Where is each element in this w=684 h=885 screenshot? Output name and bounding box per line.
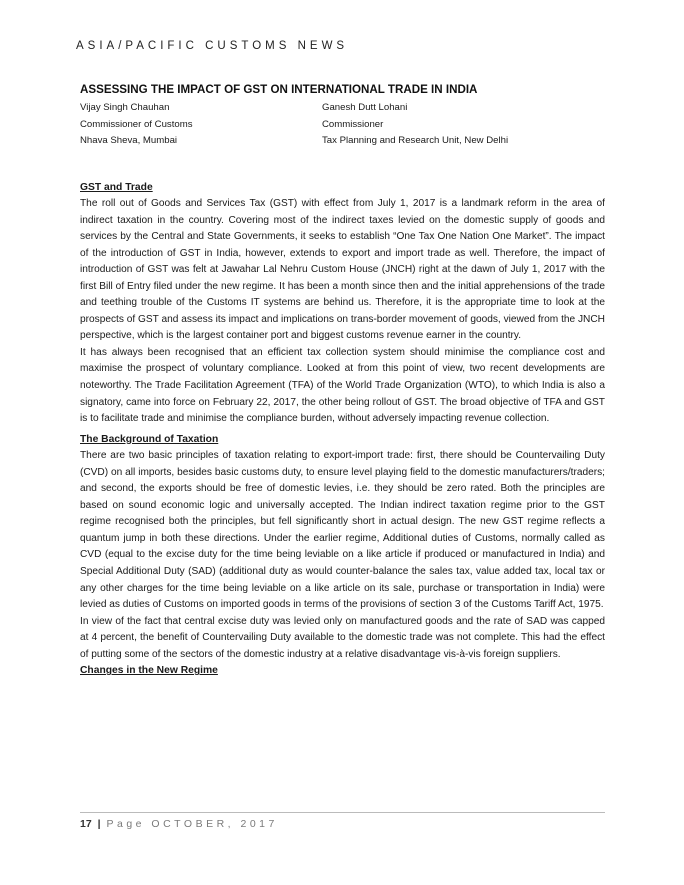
author-2 <box>322 100 508 150</box>
running-header: ASIA/PACIFIC CUSTOMS NEWS <box>76 40 349 52</box>
author-location: Tax Planning and Research Unit, New Delhi <box>322 135 509 146</box>
article <box>80 82 605 680</box>
section-heading-gst-trade: GST and Trade <box>80 181 153 193</box>
paragraph: In view of the fact that central excise duty was levied only on manufactured goods and the rate of SAD was capped at 4 percent, the benefit of Countervailing Duty available to the domestic trade was not complete. This had the effect of putting some of the sectors of the domestic industry at a relative disadvantage vis-à-vis foreign suppliers. <box>80 615 605 660</box>
author-name: Ganesh Dutt Lohani <box>322 102 408 113</box>
page-number: 17 <box>80 818 92 830</box>
author-location: Nhava Sheva, Mumbai <box>80 135 178 146</box>
page-footer <box>80 812 605 830</box>
author-role: Commissioner of Customs <box>80 118 193 130</box>
footer-date: Page OCTOBER, 2017 <box>106 818 278 830</box>
paragraph: There are two basic principles of taxation relating to export-import trade: first, there should be Countervailing Duty (CVD) on all imports, besides basic customs duty, to ensure level playing field to the domestic manufacturers/traders; and second, the exports should be free of domestic levies, i.e. they should be zero rated. Both the principles are based on sound economic logic and universally accepted. The Indian indirect taxation regime prior to the GST regime recognised both the principles, but fell significantly short in actual design. The new GST regime reflects a quantum jump in both these directions. Under the earlier regime, Additional duties of Customs, normally called as CVD (equal to the excise duty for the time being leviable on a like article if produced or manufactured in India) and Special Additional Duty (SAD) (additional duty as would counter-balance the sales tax, value added tax, local tax or any other charges for the time being leviable on a like article on its sale, purchase or transportation in India) were levied as duties of Customs on imported goods in terms of the provisions of section 3 of the Customs Tariff Act, 1975. <box>80 450 605 611</box>
article-title: ASSESSING THE IMPACT OF GST ON INTERNATIONAL TRADE IN INDIA <box>80 83 478 96</box>
author-block <box>80 100 605 150</box>
footer-separator: | <box>97 818 101 830</box>
author-name: Vijay Singh Chauhan <box>80 102 170 113</box>
author-role: Commissioner <box>322 118 384 130</box>
section-heading-new-regime: Changes in the New Regime <box>80 665 218 677</box>
paragraph: The roll out of Goods and Services Tax (GST) with effect from July 1, 2017 is a landmark reform in the area of indirect taxation in the country. Covering most of the indirect taxes levied on the domestic supply of goods and services by the Central and State Governments, it seeks to establish “One Tax One Nation One Market”. The impact of the introduction of GST in India, however, extends to export and import trade as well. Therefore, the impact of introduction of GST was felt at Jawahar Lal Nehru Custom House (JNCH) right at the dawn of July 1, 2017 with the first Bill of Entry filed under the new regime. It has been a month since then and the initial apprehensions of the trade and teething trouble of the Customs IT systems are behind us. Therefore, it is the appropriate time to look at the prospects of GST and assess its impact and implications on trans-border movement of goods, viewed from the JNCH perspective, which is the largest container port and biggest customs revenue earner in the country. <box>80 198 605 342</box>
paragraph: It has always been recognised that an efficient tax collection system should minimise the compliance cost and maximise the prospect of voluntary compliance. Looked at from this point of view, two recent developments are noteworthy. The Trade Facilitation Agreement (TFA) of the World Trade Organization (WTO), to which India is also a signatory, came into force on February 22, 2017, the other being rollout of GST. The broad objective of TFA and GST is to facilitate trade and minimise the compliance burden, without adversely impacting revenue collection. <box>80 346 605 425</box>
section-heading-background: The Background of Taxation <box>80 433 219 445</box>
author-1 <box>80 100 322 150</box>
